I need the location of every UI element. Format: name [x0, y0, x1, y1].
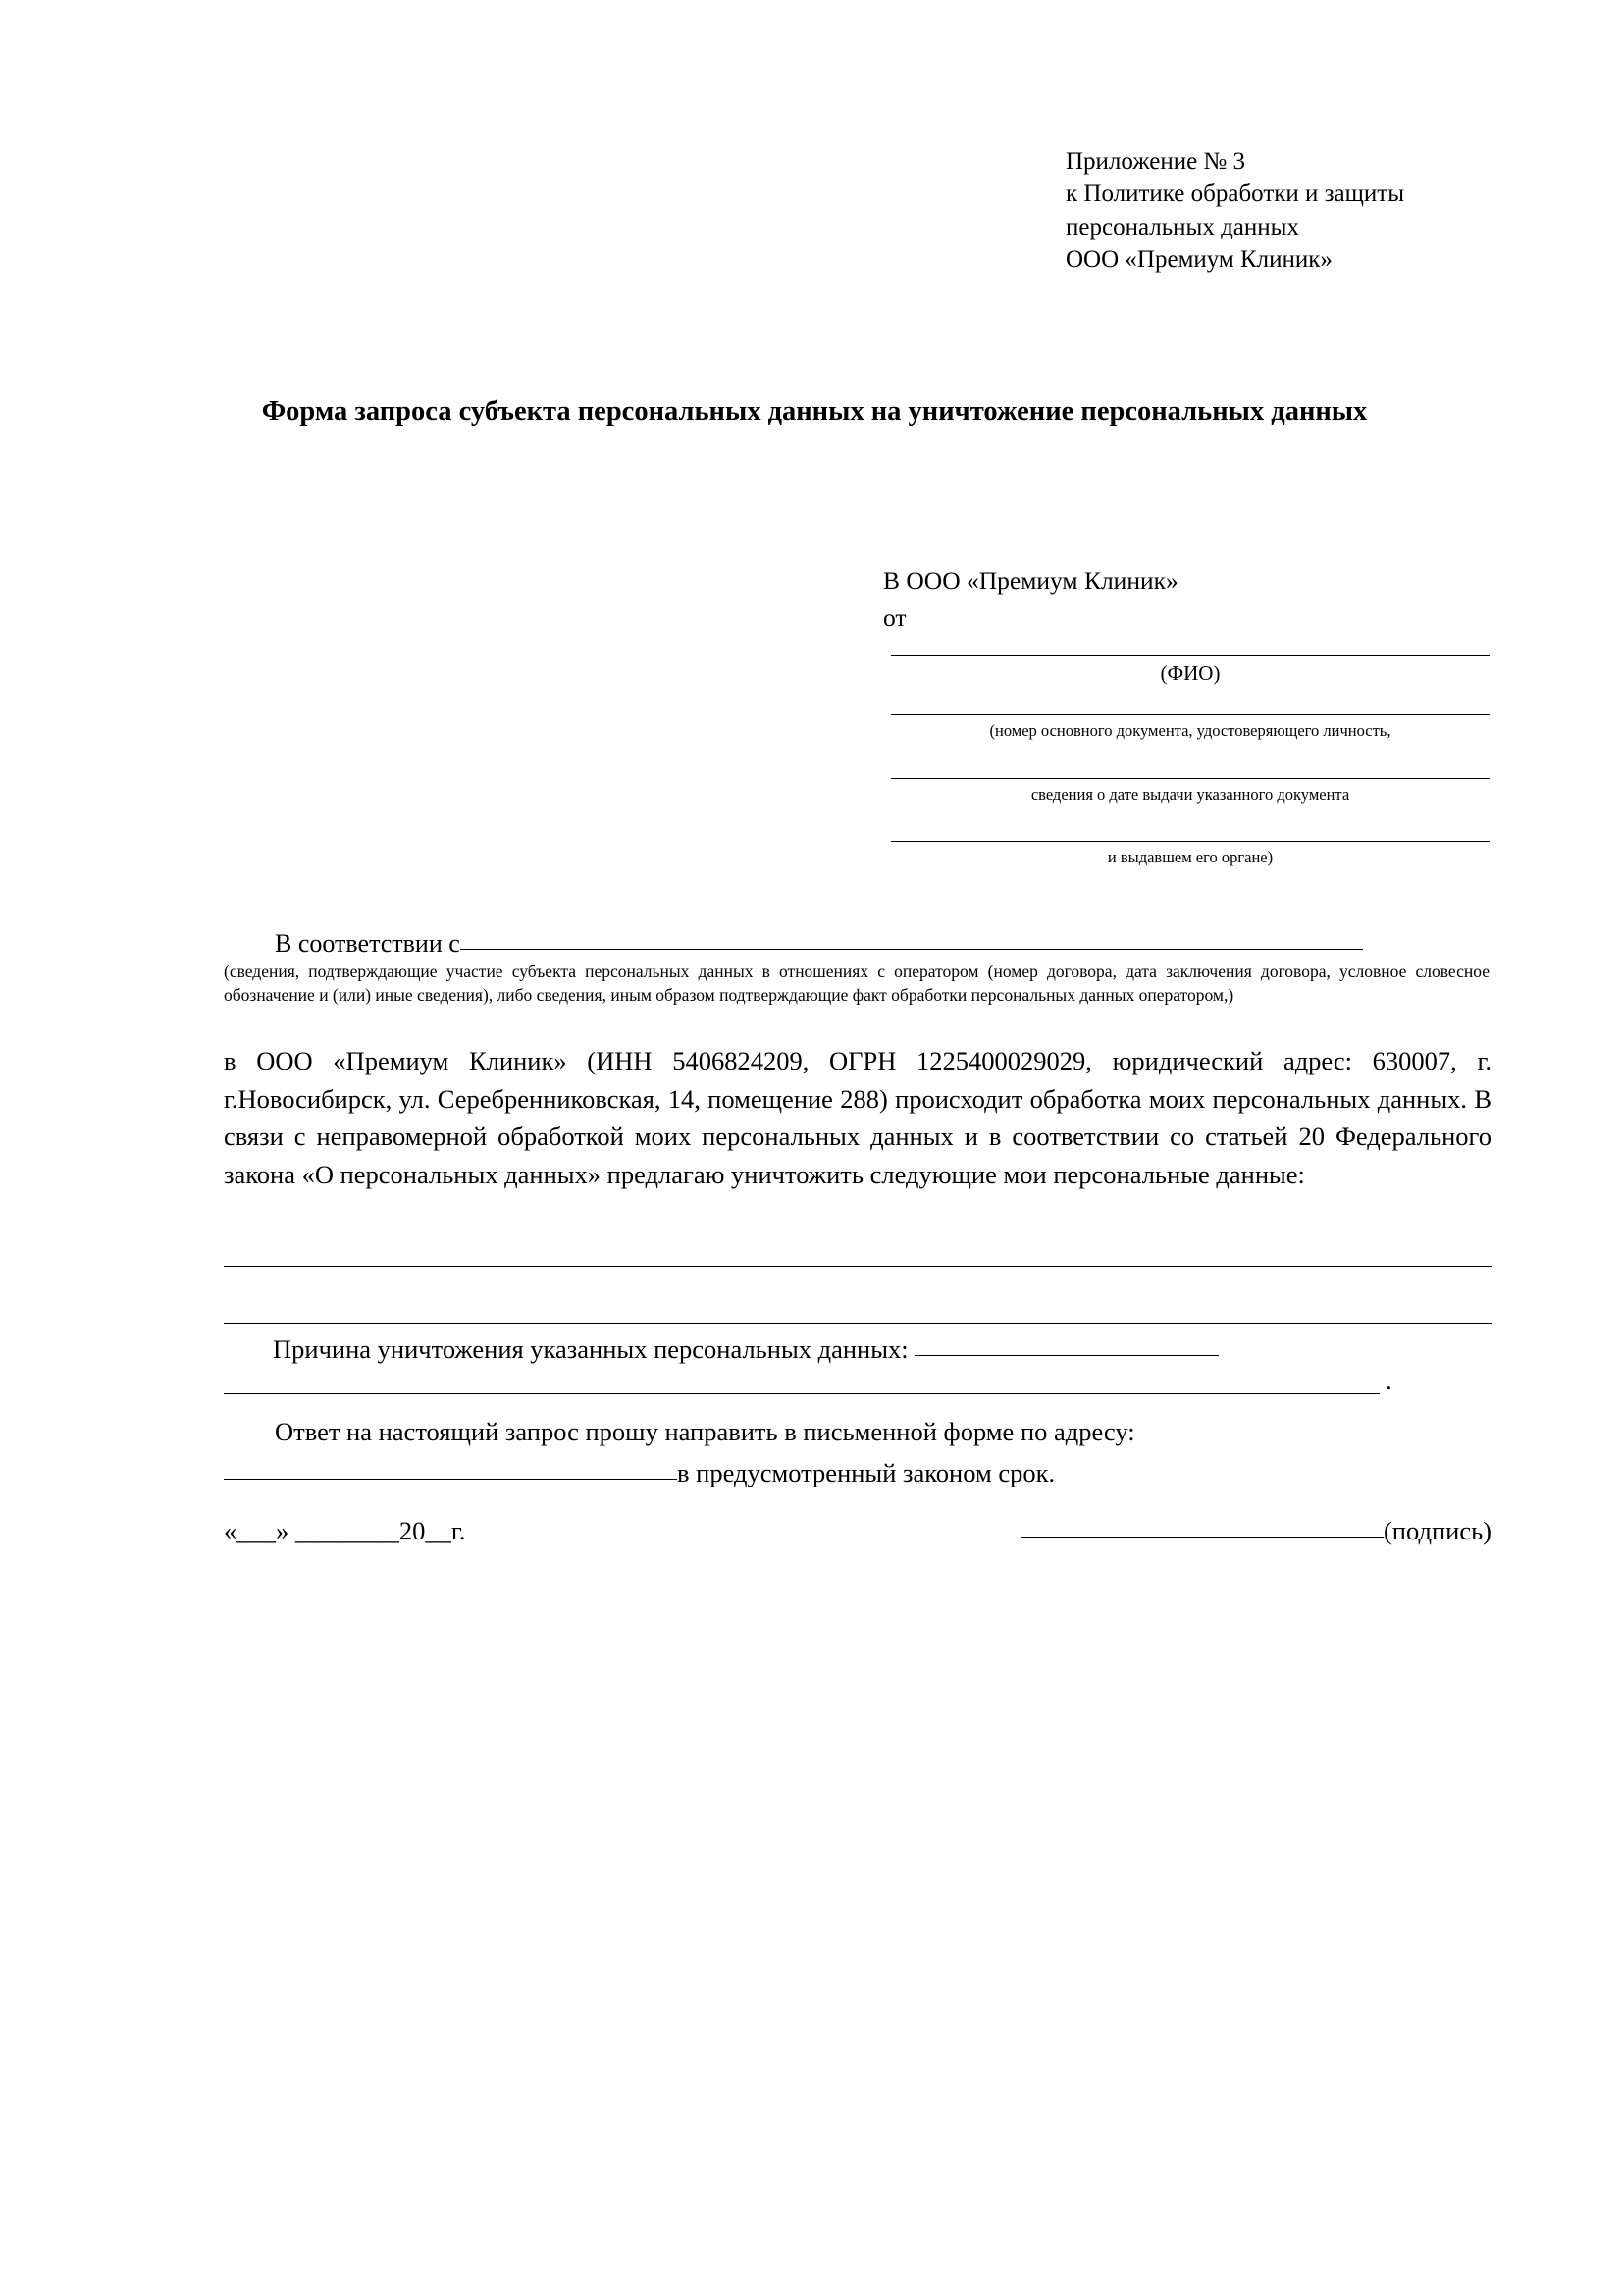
document-issuer-blank-line[interactable] — [891, 841, 1490, 842]
addressee-block — [883, 564, 1492, 636]
answer-paragraph — [224, 1413, 1492, 1451]
header-line-4: ООО «Премиум Клиник» — [1066, 245, 1333, 273]
signature-area — [1021, 1516, 1492, 1546]
header-line-3: персональных данных — [1066, 213, 1299, 240]
document-issuer-caption: и выдавшем его органе) — [1107, 848, 1274, 866]
title-line-1: Форма запроса субъекта персональных данных на уничтожение — [261, 396, 1074, 427]
fio-blank-line[interactable] — [891, 655, 1490, 656]
title-line-2: персональных данных — [1080, 396, 1368, 427]
reason-blank-2[interactable] — [224, 1393, 1380, 1394]
document-number-caption: (номер основного документа, удостоверяющего личность, — [989, 721, 1391, 740]
reason-label: Причина уничтожения указанных персональных данных: — [273, 1334, 909, 1364]
in-accordance-label: В соответствии с — [275, 929, 460, 958]
in-accordance-line — [224, 926, 1490, 963]
document-header — [1066, 145, 1576, 276]
signature-row — [224, 1516, 1492, 1555]
reason-blank-1[interactable] — [915, 1355, 1219, 1356]
header-line-2: к Политике обработки и защиты — [1066, 181, 1405, 208]
signature-label: (подпись) — [1383, 1516, 1492, 1545]
reason-line — [224, 1331, 1492, 1368]
answer-label: Ответ на настоящий запрос прошу направить в письменной форме по адресу: — [275, 1417, 1135, 1446]
addressee-from-label: от — [883, 603, 907, 633]
personal-data-blank-line-1[interactable] — [224, 1266, 1492, 1267]
answer-address-line — [224, 1455, 1492, 1491]
main-paragraph: в ООО «Премиум Клиник» (ИНН 5406824209, ОГРН 1225400029029, юридический адрес: 630007, г. г.Новосибирск, ул. Серебренниковская, 14, помещение 288) происходит обработка моих персональных данных. В связи с неправомерной обработкой моих персональных данных и в соответствии со статьей 20 Федерального закона «О персональных данных» предлагаю уничтожить следующие мои персональные данные: — [224, 1046, 1492, 1190]
addressee-organization: В ООО «Премиум Клиник» — [883, 566, 1178, 595]
document-number-blank-line[interactable] — [891, 714, 1490, 715]
personal-data-blank-line-2[interactable] — [224, 1323, 1492, 1324]
answer-tail: в предусмотренный законом срок. — [677, 1458, 1056, 1487]
answer-address-blank[interactable] — [224, 1479, 677, 1480]
document-date-blank-line[interactable] — [891, 778, 1490, 779]
reason-end-dot: . — [1386, 1366, 1392, 1395]
page-title — [236, 392, 1393, 432]
header-line-1: Приложение № 3 — [1066, 148, 1246, 175]
fio-caption: (ФИО) — [1160, 661, 1221, 685]
document-date-caption: сведения о дате выдачи указанного документа — [1030, 785, 1350, 804]
in-accordance-blank[interactable] — [460, 949, 1363, 950]
signature-blank[interactable] — [1021, 1537, 1384, 1538]
in-accordance-note: (сведения, подтверждающие участие субъекта персональных данных в отношениях с оператором (номер договора, дата заключения договора, условное словесное обозначение и (или) иные сведения), либо сведения, иным образом подтверждающие факт обработки персональных данных оператором,) — [224, 962, 1490, 1006]
date-line[interactable]: «___» ________20__г. — [224, 1516, 466, 1545]
